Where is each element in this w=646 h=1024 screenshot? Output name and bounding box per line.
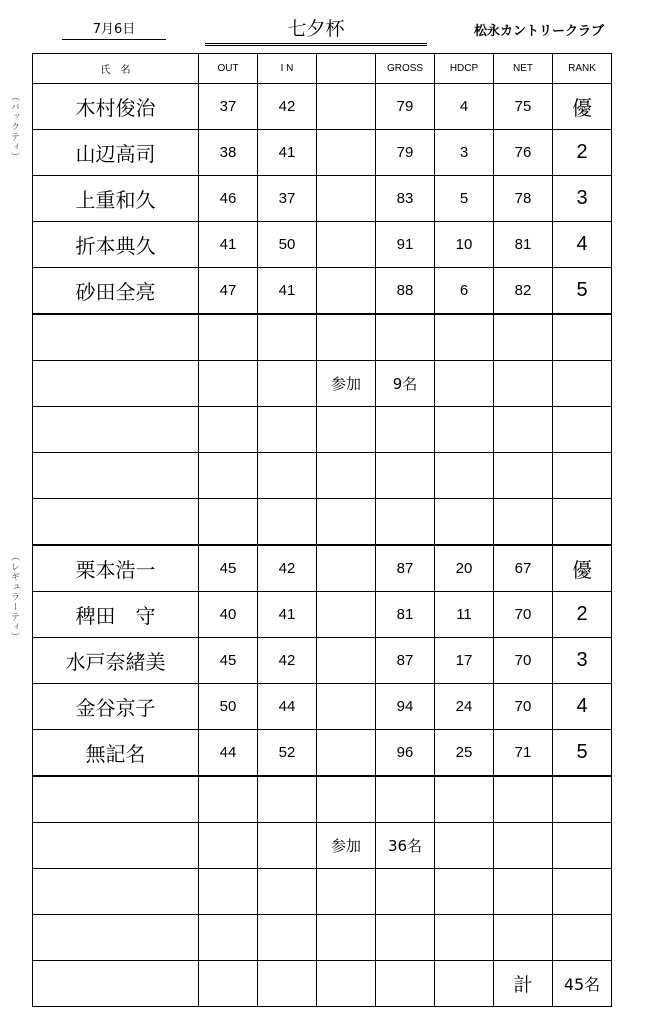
col-header-name: 氏 名 xyxy=(33,54,199,84)
participants-count: 9名 xyxy=(376,361,435,407)
table-row xyxy=(33,638,612,684)
out-score: 46 xyxy=(199,176,258,222)
player-name: 無記名 xyxy=(33,730,199,777)
out-score: 45 xyxy=(199,545,258,592)
total-row xyxy=(33,961,612,1007)
rank-value: 5 xyxy=(553,730,612,777)
col-header-net: NET xyxy=(494,54,553,84)
empty-row xyxy=(33,453,612,499)
in-score: 42 xyxy=(258,84,317,130)
regular-tee-label: （レギュラーティ） xyxy=(9,552,19,642)
net-score: 81 xyxy=(494,222,553,268)
hdcp-value: 24 xyxy=(435,684,494,730)
rank-value: 優 xyxy=(553,545,612,592)
table-row xyxy=(33,84,612,130)
blank-cell xyxy=(317,684,376,730)
net-score: 70 xyxy=(494,638,553,684)
empty-row xyxy=(33,407,612,453)
empty-row xyxy=(33,499,612,546)
table-row xyxy=(33,130,612,176)
hdcp-value: 4 xyxy=(435,84,494,130)
event-title: 七夕杯 xyxy=(205,14,427,46)
hdcp-value: 11 xyxy=(435,592,494,638)
out-score: 47 xyxy=(199,268,258,315)
player-name: 金谷京子 xyxy=(33,684,199,730)
empty-row xyxy=(33,776,612,823)
participants-row xyxy=(33,823,612,869)
rank-value: 3 xyxy=(553,176,612,222)
participants-row xyxy=(33,361,612,407)
empty-row xyxy=(33,314,612,361)
in-score: 50 xyxy=(258,222,317,268)
player-name: 水戸奈緒美 xyxy=(33,638,199,684)
net-score: 82 xyxy=(494,268,553,315)
in-score: 44 xyxy=(258,684,317,730)
net-score: 67 xyxy=(494,545,553,592)
participants-count: 36名 xyxy=(376,823,435,869)
score-table xyxy=(32,53,612,1007)
table-row xyxy=(33,222,612,268)
empty-row xyxy=(33,869,612,915)
net-score: 76 xyxy=(494,130,553,176)
blank-cell xyxy=(317,592,376,638)
out-score: 44 xyxy=(199,730,258,777)
player-name: 稗田 守 xyxy=(33,592,199,638)
blank-cell xyxy=(317,638,376,684)
in-score: 41 xyxy=(258,268,317,315)
player-name: 木村俊治 xyxy=(33,84,199,130)
col-header-rank: RANK xyxy=(553,54,612,84)
gross-score: 87 xyxy=(376,545,435,592)
rank-value: 3 xyxy=(553,638,612,684)
total-value: 45名 xyxy=(553,961,612,1007)
back-tee-label: （バックティ） xyxy=(9,92,19,162)
total-label: 計 xyxy=(494,961,553,1007)
col-header-gross: GROSS xyxy=(376,54,435,84)
out-score: 37 xyxy=(199,84,258,130)
club-name: 松永カントリークラブ xyxy=(474,24,605,39)
gross-score: 94 xyxy=(376,684,435,730)
gross-score: 79 xyxy=(376,84,435,130)
in-score: 42 xyxy=(258,638,317,684)
in-score: 37 xyxy=(258,176,317,222)
col-header-in: I N xyxy=(258,54,317,84)
hdcp-value: 20 xyxy=(435,545,494,592)
rank-value: 2 xyxy=(553,130,612,176)
hdcp-value: 3 xyxy=(435,130,494,176)
player-name: 折本典久 xyxy=(33,222,199,268)
col-header-hdcp: HDCP xyxy=(435,54,494,84)
rank-value: 4 xyxy=(553,684,612,730)
blank-cell xyxy=(317,545,376,592)
rank-value: 5 xyxy=(553,268,612,315)
net-score: 70 xyxy=(494,684,553,730)
out-score: 45 xyxy=(199,638,258,684)
net-score: 75 xyxy=(494,84,553,130)
table-row xyxy=(33,684,612,730)
blank-cell xyxy=(317,222,376,268)
event-date: 7月6日 xyxy=(62,18,166,40)
col-header-blank xyxy=(317,54,376,84)
gross-score: 79 xyxy=(376,130,435,176)
gross-score: 96 xyxy=(376,730,435,777)
hdcp-value: 17 xyxy=(435,638,494,684)
out-score: 38 xyxy=(199,130,258,176)
out-score: 40 xyxy=(199,592,258,638)
gross-score: 91 xyxy=(376,222,435,268)
player-name: 砂田全亮 xyxy=(33,268,199,315)
blank-cell xyxy=(317,176,376,222)
rank-value: 優 xyxy=(553,84,612,130)
net-score: 78 xyxy=(494,176,553,222)
header-row xyxy=(33,54,612,84)
in-score: 42 xyxy=(258,545,317,592)
empty-row xyxy=(33,915,612,961)
net-score: 70 xyxy=(494,592,553,638)
blank-cell xyxy=(317,730,376,777)
player-name: 山辺高司 xyxy=(33,130,199,176)
in-score: 41 xyxy=(258,130,317,176)
table-row xyxy=(33,176,612,222)
hdcp-value: 25 xyxy=(435,730,494,777)
hdcp-value: 5 xyxy=(435,176,494,222)
out-score: 41 xyxy=(199,222,258,268)
table-row xyxy=(33,592,612,638)
gross-score: 88 xyxy=(376,268,435,315)
table-row xyxy=(33,268,612,315)
blank-cell xyxy=(317,130,376,176)
participants-label: 参加 xyxy=(317,823,376,869)
in-score: 41 xyxy=(258,592,317,638)
blank-cell xyxy=(317,268,376,315)
gross-score: 83 xyxy=(376,176,435,222)
rank-value: 2 xyxy=(553,592,612,638)
out-score: 50 xyxy=(199,684,258,730)
gross-score: 87 xyxy=(376,638,435,684)
blank-cell xyxy=(317,84,376,130)
player-name: 栗本浩一 xyxy=(33,545,199,592)
table-row xyxy=(33,545,612,592)
net-score: 71 xyxy=(494,730,553,777)
participants-label: 参加 xyxy=(317,361,376,407)
hdcp-value: 6 xyxy=(435,268,494,315)
gross-score: 81 xyxy=(376,592,435,638)
in-score: 52 xyxy=(258,730,317,777)
table-row xyxy=(33,730,612,777)
hdcp-value: 10 xyxy=(435,222,494,268)
rank-value: 4 xyxy=(553,222,612,268)
player-name: 上重和久 xyxy=(33,176,199,222)
col-header-out: OUT xyxy=(199,54,258,84)
